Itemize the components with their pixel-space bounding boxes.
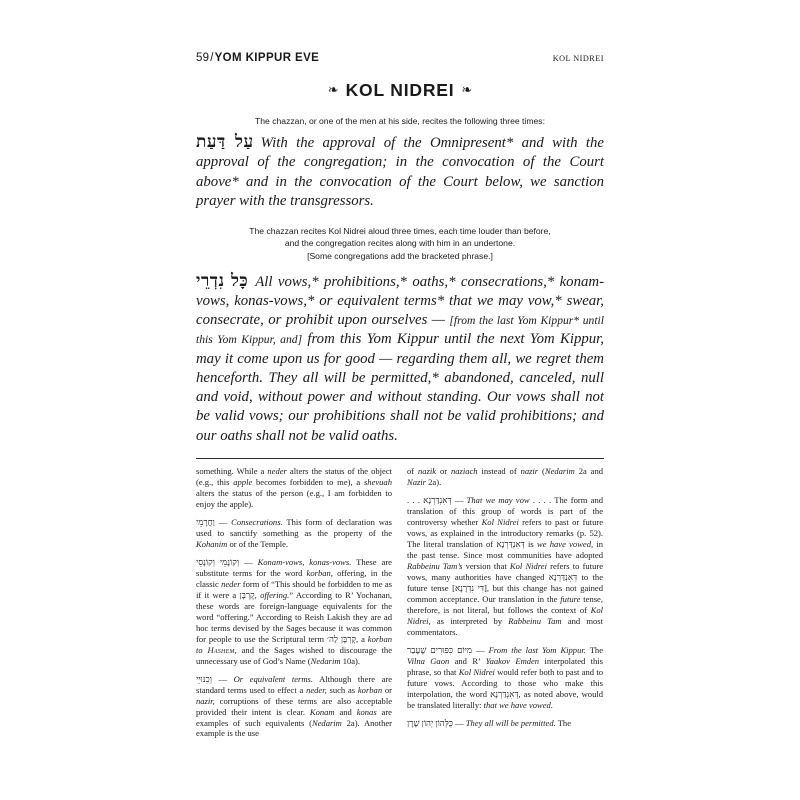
rubric-second-line-1: The chazzan recites Kol Nidrei aloud three times, each time louder than before, — [249, 226, 551, 237]
footnote-column-left — [196, 466, 392, 740]
prayer-kol-nidrei-text-part2: from this Yom Kippur until the next Yom Kippur, may it come upon us for good — regarding them all, we regret them henceforth. They all will be permitted,* abandoned, canceled, null and void, without power and without standing. Our vows shall not be valid vows; our prohibitions shall not be valid prohibitions; and our oaths shall not be valid oaths. — [196, 331, 605, 444]
prayer-kol-nidrei-text-part1: All vows,* prohibitions,* oaths,* consecrations,* konam-vows, konas-vows,* or equivalent terms* that we may vow,* swear, consecrate, or prohibit upon ourselves — — [196, 273, 604, 329]
note-from-last-yom-kippur: מִיּוֹם כִּפּוּרִים שֶׁעָבַר — From the last Yom Kippur. The Vilna Gaon and R’ Yaakov Emden interpolated this phrase, so that Kol Nidrei would refer both to past and to future vows. According to those who make this interpolation, the word דְּאִנְדַּרְנָא, as noted above, would be translated literally: that we have vowed. — [407, 644, 604, 710]
rubric-second-line-3: [Some congregations add the bracketed phrase.] — [307, 250, 493, 261]
running-head — [196, 52, 604, 64]
rubric-second — [212, 225, 587, 262]
running-head-left — [196, 52, 319, 64]
prayer-kol-nidrei-bracketed: [from the last Yom Kippur* until this Yom Kippur, and] — [196, 314, 604, 347]
running-head-separator: / — [210, 52, 214, 64]
note-equivalent-terms: וְכִנּוּיֵי — Or equivalent terms. Although there are standard terms used to effect a neder, such as korban or nazir, corruptions of these terms are also acceptable provided their intent is clear. Konam and konas are examples of such equivalents (Nedarim 2a). Another example is the use — [196, 673, 393, 739]
prayer-al-daas-text: With the approval of the Omnipresent* and with the approval of the congregation; in the convocation of the Court above* and in the convocation of the Court below, we sanction prayer with the transgressors. — [196, 135, 604, 209]
footnote-area — [196, 466, 604, 740]
hebrew-incipit-kol-nidrei: כָּל נִדְרֵי — [196, 270, 249, 290]
prayer-kol-nidrei — [196, 270, 604, 446]
footnote-column-right — [407, 466, 603, 740]
note-consecrations: וַחֲרָמֵי — Consecrations. This form of declaration was used to sanctify something as the property of the Kohanim or of the Temple. — [196, 516, 393, 549]
flourish-right-icon: ❧ — [461, 82, 473, 97]
page-content — [196, 52, 604, 739]
rubric-second-line-2: and the congregation recites along with him in an undertone. — [284, 238, 516, 249]
page-number: 59 — [196, 52, 210, 64]
section-title — [196, 80, 604, 101]
hebrew-incipit-al-daas: עַל דַּעַת — [196, 132, 254, 152]
note-konam-konas: וְקוֹנָמֵי וְקוֹנָסֵי — Konam-vows, konas-vows. These are substitute terms for the word korban, offering, in the classic neder form of “This should be forbidden to me as if it were a קָרְבָּן, offering.” According to R’ Yochanan, these words are foreign-language equivalents for the word “offering.” According to Reish Lakish they are ad hoc terms devised by the Sages because it was common for people to use the Scriptural term קָרְבָּן לַה׳, a korban to Hashem, and the Sages wished to discourage the unnecessary use of God’s Name (Nedarim 10a). — [196, 556, 392, 666]
note-nazik-continued: of nazik or naziach instead of nazir (Nedarim 2a and Nazir 2a). — [407, 465, 603, 487]
running-head-book-title: YOM KIPPUR EVE — [214, 52, 320, 64]
flourish-left-icon: ❧ — [327, 82, 339, 97]
prayer-al-daas — [196, 131, 604, 211]
note-neder-continued: something. While a neder alters the status of the object (e.g., this apple becomes forbidden to me), a shevuah alters the status of the person (e.g., I am forbidden to enjoy the apple). — [196, 465, 392, 509]
note-that-we-may-vow: . . . דְּאִנְדַּרְנָא — That we may vow . . . . The form and translation of this group of words is part of the controversy whether Kol Nidrei refers to past or future vows, as explained in the introductory remarks (p. 52). The literal translation of דְּאִנְדַּרְנָא is we have vowed, in the past tense. Since most communities have adopted Rabbeinu Tam’s version that Kol Nidrei refers to future vows, many authorities have changed דְּאִנְדַּרְנָא to the future tense [דִּי נִדְרָנָא], but this change has not gained common acceptance. Our translation in the future tense, therefore, is not literal, but follows the context of Kol Nidrei, as interpreted by Rabbeinu Tam and most commentators. — [407, 494, 604, 637]
running-head-right-label: KOL NIDREI — [552, 54, 604, 63]
section-title-text: KOL NIDREI — [345, 80, 455, 100]
footnote-divider — [196, 458, 604, 459]
rubric-first: The chazzan, or one of the men at his side, recites the following three times: — [255, 116, 545, 126]
note-all-permitted: כֻּלְּהוֹן יְהוֹן שָׁרָן — They all will be permitted. The — [407, 717, 572, 728]
